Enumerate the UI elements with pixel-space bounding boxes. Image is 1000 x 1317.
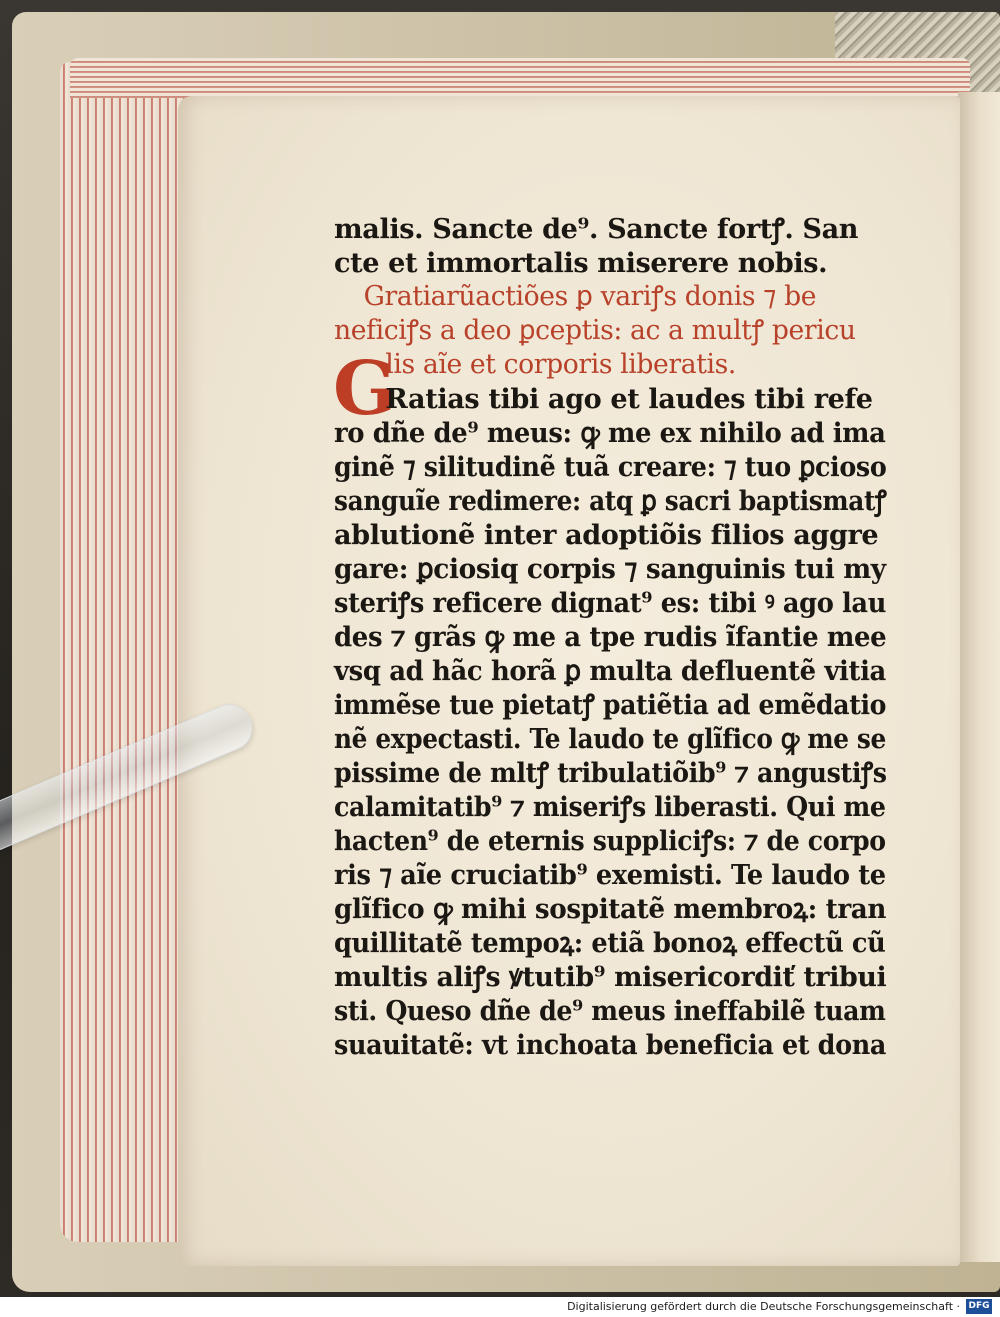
text-line: steriꝭs reficere dignat⁹ es: tibi ꝰ ago lau [334, 587, 887, 619]
text-line: cte et immortalis miserere nobis. [334, 247, 828, 279]
text-line: pissime de mltꝭ tribulatiõib⁹ ⁊ angustiꝭs [334, 757, 887, 789]
text-line: calamitatib⁹ ⁊ miseriꝭs liberasti. Qui me [334, 791, 886, 823]
text-line: vsq ad hãc horã ꝑ multa defluentẽ vitia [334, 655, 886, 687]
text-line: quillitatẽ tempoꝝ: etiã bonoꝝ effectũ cũ [334, 927, 886, 959]
text-line: ablutionẽ inter adoptiõis filios aggre [334, 519, 879, 551]
funding-credit: Digitalisierung gefördert durch die Deutsche Forschungsgemeinschaft · [567, 1300, 960, 1313]
rubric-line: lis aĩe et corporis liberatis. [385, 349, 736, 380]
page-edges-left [60, 62, 190, 1242]
text-line: gare: ꝑciosiq corpis ⁊ sanguinis tui my [334, 553, 886, 585]
text-line: sti. Queso dñe de⁹ meus ineffabilẽ tuam [334, 995, 886, 1027]
facing-page [958, 92, 1000, 1262]
text-line: multis aliꝭs ꝟtutib⁹ misericordiť tribui [334, 961, 887, 993]
page-edges-top [70, 58, 970, 98]
text-line: nẽ expectasti. Te laudo te glĩfico ꝙ me se [334, 723, 886, 755]
rubric-line: Gratiarũactiões ꝑ variꝭs donis ⁊ be [363, 281, 817, 312]
text-line: immẽse tue pietatꝭ patiẽtia ad emẽdatio [334, 689, 887, 721]
text-line: ginẽ ⁊ silitudinẽ tuã creare: ⁊ tuo ꝑcioso [334, 451, 887, 483]
text-line: ro dñe de⁹ meus: ꝙ me ex nihilo ad ima [334, 417, 886, 449]
text-line: Ratias tibi ago et laudes tibi refe [385, 383, 873, 415]
text-line: hacten⁹ de eternis suppliciꝭs: ⁊ de corpo [334, 825, 886, 857]
text-line: suauitatẽ: vt inchoata beneficia et dona [334, 1029, 886, 1061]
text-line: glĩfico ꝙ mihi sospitatẽ membroꝝ: tran [334, 893, 887, 925]
decorated-initial: G [333, 346, 397, 432]
footer-bar [0, 1297, 1000, 1317]
text-line: malis. Sancte de⁹. Sancte fortꝭ. San [334, 213, 859, 245]
text-block [334, 212, 894, 1062]
text-line: des ⁊ grãs ꝙ me a tpe rudis ĩfantie mee [334, 621, 887, 653]
text-line: ris ⁊ aĩe cruciatib⁹ exemisti. Te laudo te [334, 859, 886, 891]
text-line: sanguĩe redimere: atq ꝑ sacri baptismatꝭ [334, 485, 887, 517]
dfg-logo: DFG [966, 1299, 992, 1314]
rubric-line: neficiꝭs a deo ꝑceptis: ac a multꝭ pericu [334, 315, 856, 346]
